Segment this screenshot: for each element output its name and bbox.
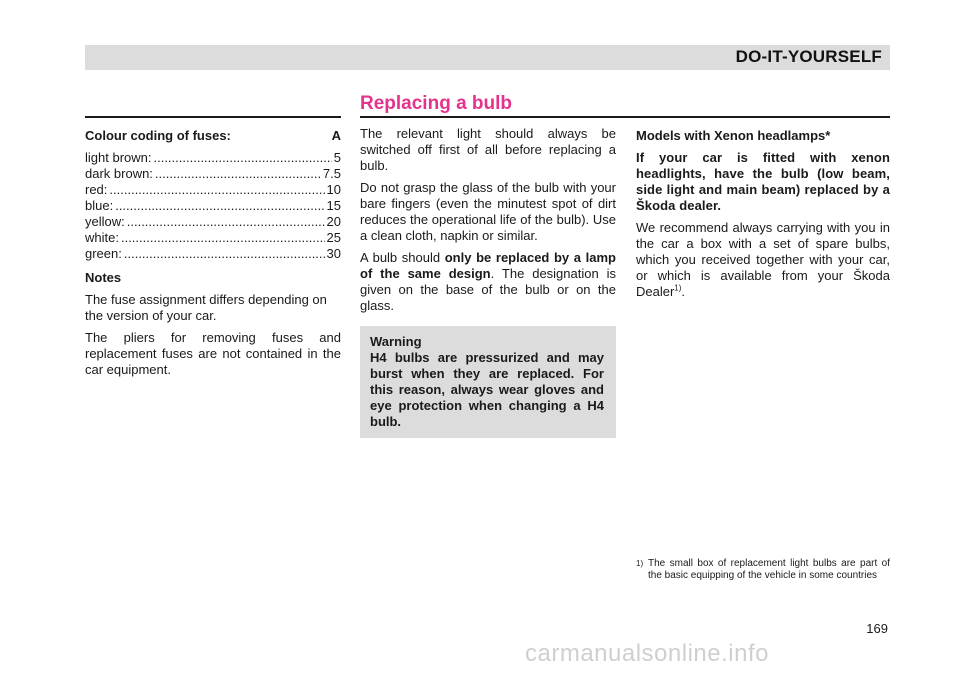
fuse-amps: 15 [326,198,341,213]
body-paragraph [636,220,890,300]
text-run: . The designation is given on the base of the bulb or on the glass. [360,266,616,313]
column-fuses [85,116,341,384]
fuse-color: red: [85,182,108,197]
fuse-amps: 25 [326,230,341,245]
chapter-title: DO-IT-YOURSELF [735,47,882,66]
page-number: 169 [866,621,888,636]
header-band [85,45,890,70]
fuse-color: yellow: [85,214,125,229]
fuse-heading-label: Colour coding of fuses: [85,128,231,143]
emphasis-text: only be replaced by a lamp of the same design [360,250,616,281]
fuse-color: green: [85,246,122,261]
footnote-text: The small box of replacement light bulbs are part of the basic equipping of the vehicle in some countries [648,558,890,581]
body-paragraph: The relevant light should always be switched off first of all before replacing a bulb. [360,126,616,173]
fuse-row [85,150,341,166]
footnote [636,558,890,582]
note-paragraph: The pliers for removing fuses and replacement fuses are not contained in the car equipment. [85,330,341,377]
footnote-ref: 1) [674,283,682,293]
warning-box [360,326,616,438]
warning-text: H4 bulbs are pressurized and may burst when they are replaced. For this reason, always wear gloves and eye protection when changing a H4 bulb. [370,350,604,429]
column-bulb-instructions [360,116,616,438]
footnote-mark: 1) [636,559,644,568]
fuse-row [85,198,341,214]
fuse-row [85,214,341,230]
fuse-row [85,246,341,262]
fuse-color: light brown: [85,150,152,165]
fuse-amps: 10 [326,182,341,197]
fuse-color: dark brown: [85,166,153,181]
fuse-row [85,230,341,246]
body-paragraph: Do not grasp the glass of the bulb with your bare fingers (even the minutest spot of dirt reduces the operational life of the bulb). Use a clean cloth, napkin or similar. [360,180,616,243]
fuse-heading-letter: A [331,128,341,143]
text-run: A bulb should [360,250,445,265]
fuse-color-heading [85,128,341,144]
column-xenon [636,116,890,306]
warning-title: Warning [370,334,422,349]
fuse-color: white: [85,230,119,245]
text-run: We recommend always carrying with you in the car a box with a set of spare bulbs, which you received together with your car, or which is available from your Škoda Dealer [636,220,890,299]
fuse-amps: 30 [326,246,341,261]
fuse-amps: 7.5 [322,166,341,181]
body-paragraph [360,250,616,314]
text-run: . [681,284,686,299]
fuse-list [85,150,341,262]
notes-heading: Notes [85,270,122,285]
fuse-row [85,166,341,182]
fuse-amps: 20 [326,214,341,229]
subsection-heading: Models with Xenon headlamps* [636,128,831,143]
note-paragraph: The fuse assignment differs depending on the version of your car. [85,292,327,323]
watermark: carmanualsonline.info [525,640,769,667]
bold-paragraph: If your car is fitted with xenon headlights, have the bulb (low beam, side light and main beam) replaced by a Škoda dealer. [636,150,890,213]
fuse-row [85,182,341,198]
fuse-color: blue: [85,198,114,213]
section-title: Replacing a bulb [360,93,513,114]
fuse-amps: 5 [333,150,341,165]
